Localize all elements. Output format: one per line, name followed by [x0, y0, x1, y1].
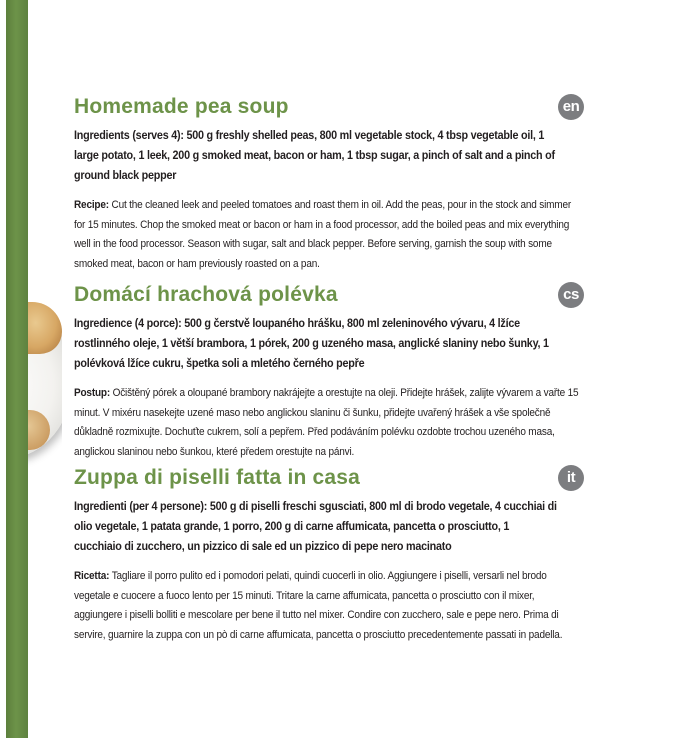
language-badge-en: en — [558, 94, 584, 120]
food-photo-edge — [28, 300, 62, 470]
language-badge-cs: cs — [558, 282, 584, 308]
ingredients-text: Ingredienti (per 4 persone): 500 g di piselli freschi sgusciati, 800 ml di brodo vegetale, 4 cucchiai di olio vegetale, 1 patata grande, 1 porro, 200 g di carne affumicata, pancetta o prosciutto, 1 cucchiaio di zucchero, un pizzico di sale ed un pizzico di pepe nero macinato — [74, 500, 557, 553]
recipe-section-italian — [74, 465, 594, 645]
recipe-label: Postup: — [74, 387, 111, 399]
recipe-section-english — [74, 94, 594, 274]
recipe-title: Zuppa di piselli fatta in casa — [74, 466, 361, 489]
recipe-section-czech — [74, 282, 594, 462]
recipe-title: Domácí hrachová polévka — [74, 283, 338, 306]
recipe-body: Tagliare il porro pulito ed i pomodori pelati, quindi cuocerli in olio. Aggiungere i piselli, versarli nel brodo vegetale e cuocere a fuoco lento per 15 minuti. Tritare la carne affumicata, pancetta o prosciutto con il mixer, aggiungere i piselli bolliti e mescolare per bene il tutto nel mixer. Condire con zucchero, sale e pepe nero. Prima di servire, guarnire la zuppa con un pò di carne affumicata, pancetta o prosciutto precedentemente passati in padella. — [74, 570, 563, 641]
recipe-label: Recipe: — [74, 199, 109, 211]
side-color-bar — [6, 0, 28, 738]
ingredients-text: Ingredients (serves 4): 500 g freshly shelled peas, 800 ml vegetable stock, 4 tbsp vegetable oil, 1 large potato, 1 leek, 200 g smoked meat, bacon or ham, 1 tbsp sugar, a pinch of salt and a pinch of ground black pepper — [74, 129, 555, 182]
ingredients-text: Ingredience (4 porce): 500 g čerstvě loupaného hrášku, 800 ml zeleninového vývaru, 4 lžíce rostlinného oleje, 1 větší brambora, 1 pórek, 200 g uzeného masa, anglické slaniny nebo šunky, 1 polévková lžíce cukru, špetka soli a mletého černého pepře — [74, 317, 549, 370]
language-badge-it: it — [558, 465, 584, 491]
recipe-body: Očištěný pórek a oloupané brambory nakrájejte a orestujte na oleji. Přidejte hrášek, zalijte vývarem a vařte 15 minut. V mixéru nasekejte uzené maso nebo anglickou slaninu či šunku, přidejte uvařený hrášek a vše společně důkladně rozmixujte. Dochuťte cukrem, solí a pepřem. Před podáváním polévku ozdobte trochou uzeného masa, anglickou slaninou nebo šunkou, které předem orestujte na pánvi. — [74, 387, 579, 458]
recipe-text-block — [74, 196, 585, 274]
recipe-body: Cut the cleaned leek and peeled tomatoes and roast them in oil. Add the peas, pour in the stock and simmer for 15 minutes. Chop the smoked meat or bacon or ham in a food processor, add the boiled peas and mix everything well in the food processor. Season with sugar, salt and black pepper. Before serving, garnish the soup with some smoked meat, bacon or ham previously roasted on a pan. — [74, 199, 572, 270]
recipe-label: Ricetta: — [74, 570, 110, 582]
recipe-text-block — [74, 567, 585, 645]
recipe-text-block — [74, 384, 585, 462]
recipe-title: Homemade pea soup — [74, 95, 289, 118]
